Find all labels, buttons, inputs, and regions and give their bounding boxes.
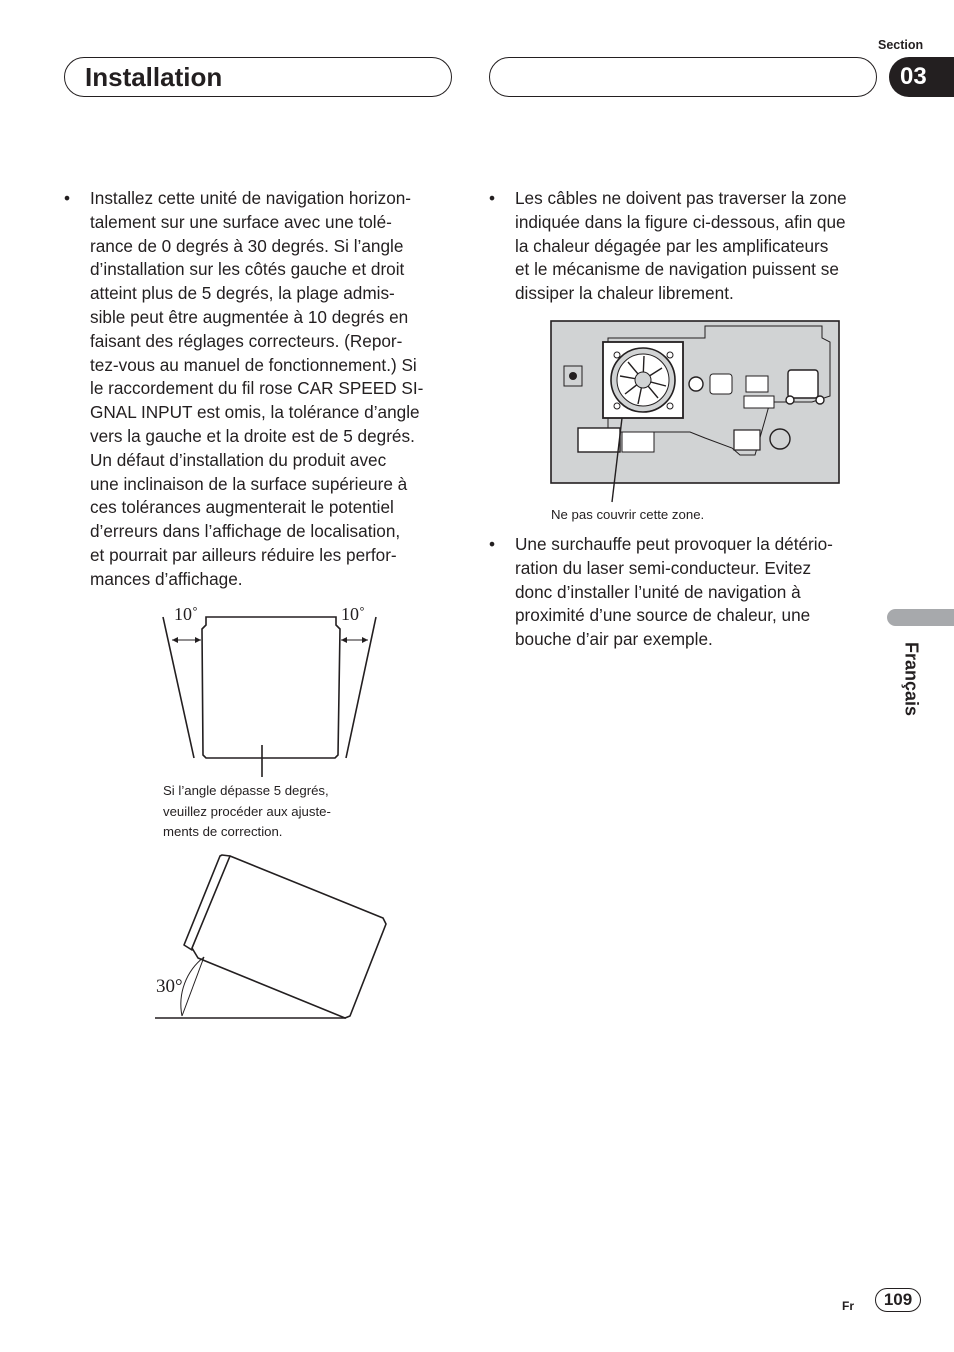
tolerance-line-right (346, 617, 376, 758)
section-label: Section (878, 38, 924, 52)
title-pill (64, 57, 452, 97)
bullet-marker: • (489, 188, 496, 208)
paragraph-line: d’erreurs dans l’affichage de localisation, (90, 521, 401, 542)
page-number: 109 (875, 1288, 921, 1312)
unit-body-outline (202, 617, 340, 758)
usb-port (734, 430, 760, 450)
paragraph-line: et le mécanisme de navigation puissent se (515, 259, 839, 280)
paragraph-line: rance de 0 degrés à 30 degrés. Si l’angle (90, 235, 404, 256)
bullet-marker: • (489, 534, 496, 554)
left-angle-label: 10˚ (174, 604, 198, 624)
footer-language-code: Fr (842, 1299, 854, 1313)
paragraph-line: d’installation sur les côtés gauche et droit (90, 259, 405, 280)
angle-reference-line (182, 957, 204, 1016)
paragraph-line: ces tolérances augmenterait le potentiel (90, 497, 394, 518)
bullet-item-overheat (489, 533, 881, 652)
language-tab-marker (887, 609, 954, 626)
paragraph-line: dissiper la chaleur librement. (515, 283, 734, 304)
connector-a (710, 374, 732, 394)
paragraph-line: tez-vous au manuel de fonctionnement.) Si (90, 354, 417, 375)
paragraph-line: atteint plus de 5 degrés, la plage admis- (90, 283, 395, 304)
paragraph-line: donc d’installer l’unité de navigation à (515, 581, 801, 602)
main-connector (578, 428, 620, 452)
ground-terminal (564, 366, 582, 386)
language-name: Français (901, 641, 922, 717)
header-blank-pill (489, 57, 877, 97)
antenna-jack (689, 377, 703, 391)
caption-line: Si l’angle dépasse 5 degrés, (163, 783, 329, 798)
tilt-angle-label: 30° (156, 976, 183, 997)
paragraph-line: une inclinaison de la surface supérieure à (90, 473, 408, 494)
paragraph-line: le raccordement du fil rose CAR SPEED SI- (90, 378, 424, 399)
paragraph-line: la chaleur dégagée par les amplificateurs (515, 235, 829, 256)
paragraph-line: vers la gauche et la droite est de 5 degrés. (90, 425, 415, 446)
tilt-figure (150, 850, 395, 1030)
paragraph-line: sible peut être augmentée à 10 degrés en (90, 306, 409, 327)
paragraph-line: et pourrait par ailleurs réduire les perfor- (90, 544, 397, 565)
ribbon-connector (622, 432, 654, 452)
section-number: 03 (900, 63, 927, 90)
paragraph-line: talement sur une surface avec une tolé- (90, 211, 392, 232)
paragraph-line: faisant des réglages correcteurs. (Repor- (90, 330, 403, 351)
paragraph-line: Une surchauffe peut provoquer la détério- (515, 534, 833, 554)
round-port (770, 429, 790, 449)
tilted-unit-outline (192, 856, 386, 1018)
paragraph-line: Les câbles ne doivent pas traverser la zone (515, 188, 847, 208)
paragraph-line: proximité d’une source de chaleur, une (515, 605, 811, 626)
paragraph-line: ration du laser semi-conducteur. Evitez (515, 557, 812, 578)
section-number-badge (889, 57, 954, 97)
angle-figure-caption (163, 781, 383, 843)
paragraph-line: indiquée dans la figure ci-dessous, afin que (515, 211, 846, 232)
paragraph-line: Un défaut d’installation du produit avec (90, 449, 387, 470)
paragraph-line: bouche d’air par exemple. (515, 629, 713, 650)
language-side-label (899, 634, 923, 724)
caption-line: ments de correction. (163, 824, 283, 839)
zone-caption: Ne pas couvrir cette zone. (551, 507, 705, 522)
paragraph-line: GNAL INPUT est omis, la tolérance d’angle (90, 402, 420, 423)
caption-line: veuillez procéder aux ajuste- (163, 803, 331, 819)
page-title: Installation (85, 62, 223, 92)
right-column-bullets-2 (489, 533, 881, 652)
left-column-bullets (64, 187, 452, 592)
rear-panel-figure (550, 320, 842, 502)
right-column-bullets-1 (489, 187, 881, 306)
bullet-item-tolerance (64, 187, 452, 592)
tolerance-line-left (163, 617, 194, 758)
bullet-item-cables (489, 187, 881, 306)
right-angle-label: 10˚ (341, 604, 365, 624)
paragraph-line: mances d’affichage. (90, 568, 243, 589)
angle-tolerance-figure (150, 595, 390, 785)
cooling-fan (603, 342, 683, 418)
connector-c (744, 396, 774, 408)
paragraph-line: Installez cette unité de navigation horizon- (90, 188, 412, 208)
bullet-marker: • (64, 188, 71, 208)
connector-b (746, 376, 768, 392)
